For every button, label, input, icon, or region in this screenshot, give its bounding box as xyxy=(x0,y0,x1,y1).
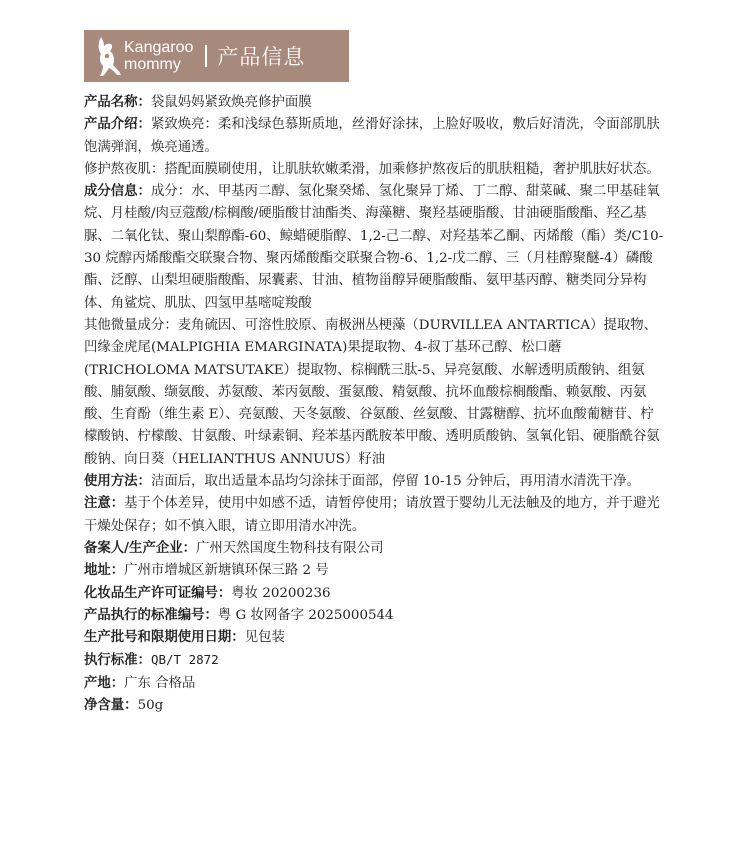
company-label: 备案人/生产企业： xyxy=(84,540,197,556)
product-name-value: 袋鼠妈妈紧致焕亮修护面膜 xyxy=(150,95,312,110)
ingredients-value: 成分：水、甲基丙二醇、氢化聚癸烯、氢化聚异丁烯、丁二醇、甜菜碱、聚二甲基硅氧烷、月桂酸/肉豆蔻酸/棕榈酸/硬脂酸甘油酯类、海藻糖、聚羟基硬脂酸、甘油硬脂酸酯、羟乙基脲、二氧化钛、聚山梨醇酯-60、鲸蜡硬脂醇、1,2-己二醇、对羟基苯乙酮、丙烯酸（酯）类/C10-30 烷醇丙烯酸酯交联聚合物、聚丙烯酸酯交联聚合物-6、1,2-戊二醇、三（月桂醇聚醚-4）磷酸酯、泛醇、山梨坦硬脂酸酯、尿囊素、甘油、植物甾醇异硬脂酸酯、氨甲基丙醇、糖类同分异构体、角鲨烷、肌肽、四氢甲基嘧啶羧酸 xyxy=(84,184,664,311)
ingredients-label: 成分信息： xyxy=(84,184,151,200)
standard-no-value: 粤 G 妆网备字 2025000544 xyxy=(217,607,394,623)
batch-value: 见包装 xyxy=(244,630,285,646)
company-row xyxy=(84,538,664,560)
standard-no-label: 产品执行的标准编号： xyxy=(84,607,218,623)
product-intro-row xyxy=(84,114,664,159)
address-label: 地址： xyxy=(84,563,125,579)
company-value: 广州天然国度生物科技有限公司 xyxy=(196,540,384,556)
exec-std-label: 执行标准： xyxy=(84,653,151,669)
address-row xyxy=(84,560,664,582)
batch-row xyxy=(84,627,664,649)
brand-name xyxy=(124,39,193,73)
net-value: 50g xyxy=(137,698,164,714)
trace-ingredients: 其他微量成分：麦角硫因、可溶性胶原、南极洲丛梗藻（DURVILLEA ANTARTICA）提取物、凹缘金虎尾(MALPIGHIA EMARGINATA)果提取物、4-叔丁基环己醇、松口蘑(TRICHOLOMA MATSUTAKE）提取物、棕榈酰三肽-5、异亮氨酸、水解透明质酸钠、组氨酸、脯氨酸、缬氨酸、苏氨酸、苯丙氨酸、蛋氨酸、精氨酸、抗坏血酸棕榈酸酯、赖氨酸、丙氨酸、生育酚（维生素 E）、亮氨酸、天冬氨酸、谷氨酸、丝氨酸、甘露糖醇、抗坏血酸葡糖苷、柠檬酸钠、柠檬酸、甘氨酸、叶绿素铜、羟苯基丙酰胺苯甲酸、透明质酸钠、氢氧化铝、硬脂酰谷氨酸钠、向日葵（HELIANTHUS ANNUUS）籽油 xyxy=(84,317,660,467)
brand-banner xyxy=(84,30,349,82)
ingredients-row xyxy=(84,181,664,315)
caution-value: 基于个体差异，使用中如感不适，请暂停使用；请放置于婴幼儿无法触及的地方，并于避光干燥处保存；如不慎入眼，请立即用清水冲洗。 xyxy=(84,496,660,534)
exec-std-row xyxy=(84,649,664,672)
origin-value: 广东 合格品 xyxy=(124,675,196,691)
caution-label: 注意： xyxy=(84,496,125,512)
net-row xyxy=(84,695,664,717)
usage-row xyxy=(84,471,664,493)
banner-divider xyxy=(205,45,207,67)
license-row xyxy=(84,583,664,605)
brand-line-1: Kangaroo xyxy=(124,39,194,56)
product-name-row xyxy=(84,92,664,114)
kangaroo-logo-icon xyxy=(92,34,122,78)
batch-label: 生产批号和限期使用日期： xyxy=(84,630,245,646)
product-intro-p1: 紧致焕亮：柔和浅绿色慕斯质地，丝滑好涂抹，上脸好吸收，敷后好清洗，令面部肌肤饱满弹润，焕亮通透。 xyxy=(84,117,660,155)
usage-label: 使用方法： xyxy=(84,474,151,490)
product-info xyxy=(84,92,664,717)
caution-row xyxy=(84,493,664,538)
origin-row xyxy=(84,673,664,695)
net-label: 净含量： xyxy=(84,698,138,714)
product-intro-p2: 修护熬夜肌：搭配面膜刷使用，让肌肤软嫩柔滑，加乘修护熬夜后的肌肤粗糙，奢护肌肤好状态。 xyxy=(84,161,660,177)
product-name-label: 产品名称： xyxy=(84,95,151,110)
exec-std-value: QB/T 2872 xyxy=(150,652,219,668)
usage-value: 洁面后，取出适量本品均匀涂抹于面部，停留 10-15 分钟后，再用清水清洗干净。 xyxy=(150,474,640,490)
license-value: 粤妆 20200236 xyxy=(231,585,331,601)
banner-title: 产品信息 xyxy=(217,45,306,69)
license-label: 化妆品生产许可证编号： xyxy=(84,585,232,601)
origin-label: 产地： xyxy=(84,675,125,691)
product-intro-label: 产品介绍： xyxy=(84,117,151,133)
standard-no-row xyxy=(84,605,664,627)
brand-line-2: mommy xyxy=(124,56,181,73)
address-value: 广州市增城区新塘镇环保三路 2 号 xyxy=(124,563,329,579)
